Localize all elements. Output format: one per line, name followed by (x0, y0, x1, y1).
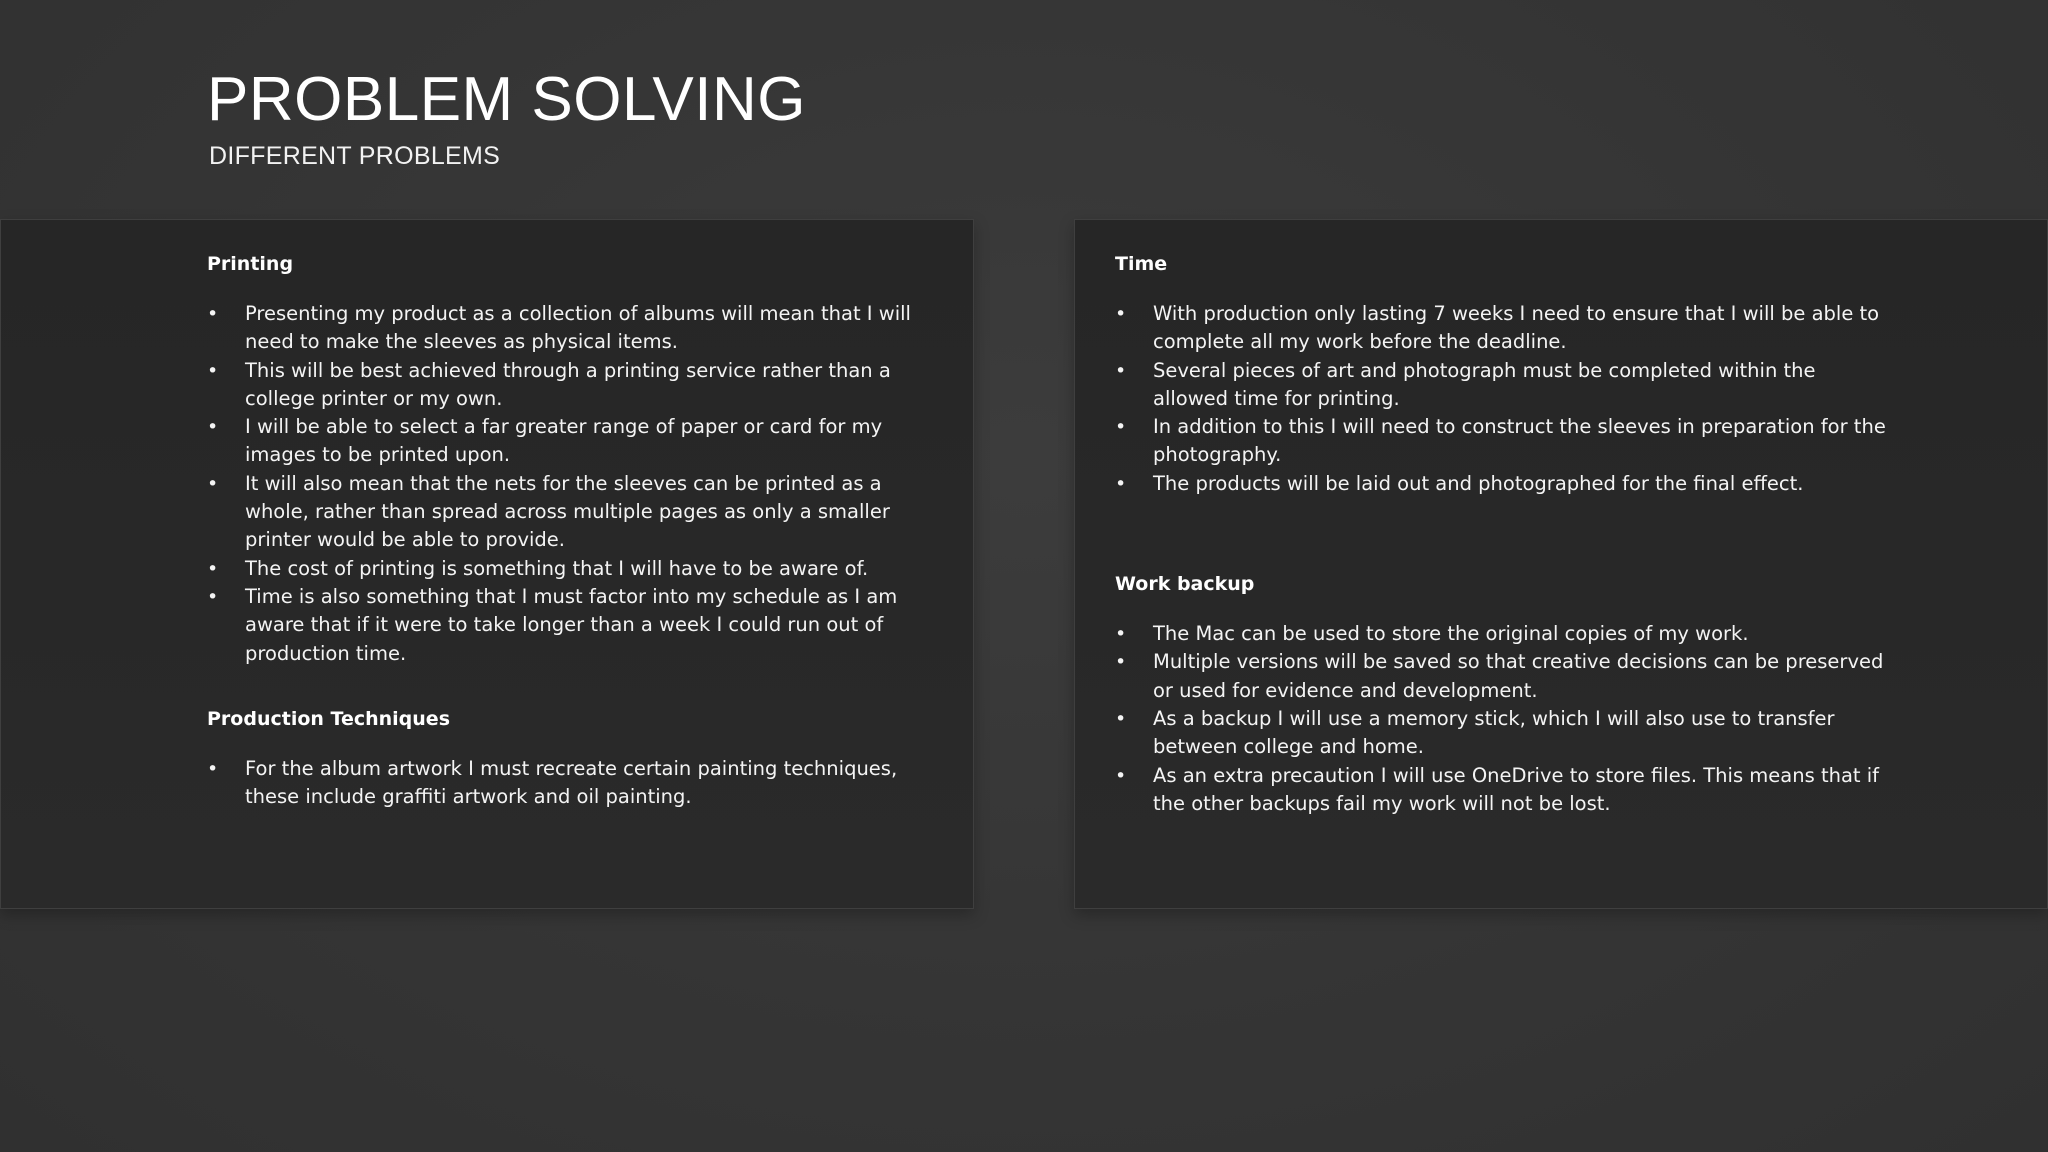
bullet-list (1115, 300, 1888, 498)
bullet-list (207, 300, 948, 668)
list-item: • Several pieces of art and photograph must be completed within the allowed time for printing. (1115, 357, 1888, 414)
section-heading: Work backup (1115, 573, 1255, 596)
section-heading: Time (1115, 253, 1168, 275)
bullet-list (1115, 620, 1888, 818)
list-item: • The Mac can be used to store the original copies of my work. (1115, 620, 1888, 648)
bullet-list (207, 755, 948, 812)
right-content-panel (1074, 219, 2048, 909)
list-item: • As an extra precaution I will use OneDrive to store files. This means that if the other backups fail my work will not be lost. (1115, 762, 1888, 819)
list-item: • This will be best achieved through a printing service rather than a college printer or my own. (207, 357, 948, 414)
list-item: • It will also mean that the nets for the sleeves can be printed as a whole, rather than spread across multiple pages as only a smaller printer would be able to provide. (207, 470, 948, 555)
slide-subtitle: DIFFERENT PROBLEMS (209, 142, 501, 171)
list-item: • For the album artwork I must recreate certain painting techniques, these include graffiti artwork and oil painting. (207, 755, 948, 812)
list-item: • With production only lasting 7 weeks I need to ensure that I will be able to complete all my work before the deadline. (1115, 300, 1888, 357)
section-time (1115, 253, 1888, 498)
section-heading: Printing (207, 253, 294, 275)
slide-header (207, 66, 1907, 171)
section-production-techniques (207, 708, 948, 812)
section-printing (207, 253, 948, 668)
slide-title: PROBLEM SOLVING (207, 65, 806, 134)
list-item: • In addition to this I will need to construct the sleeves in preparation for the photography. (1115, 413, 1888, 470)
list-item: • Presenting my product as a collection of albums will mean that I will need to make the sleeves as physical items. (207, 300, 948, 357)
section-work-backup (1115, 573, 1888, 818)
section-heading: Production Techniques (207, 707, 451, 730)
list-item: • Multiple versions will be saved so that creative decisions can be preserved or used for evidence and development. (1115, 648, 1888, 705)
left-content-panel (0, 219, 974, 909)
list-item: • The products will be laid out and photographed for the final effect. (1115, 470, 1888, 498)
list-item: • The cost of printing is something that I will have to be aware of. (207, 555, 948, 583)
list-item: • I will be able to select a far greater range of paper or card for my images to be printed upon. (207, 413, 948, 470)
list-item: • As a backup I will use a memory stick, which I will also use to transfer between college and home. (1115, 705, 1888, 762)
list-item: • Time is also something that I must factor into my schedule as I am aware that if it were to take longer than a week I could run out of production time. (207, 583, 948, 668)
